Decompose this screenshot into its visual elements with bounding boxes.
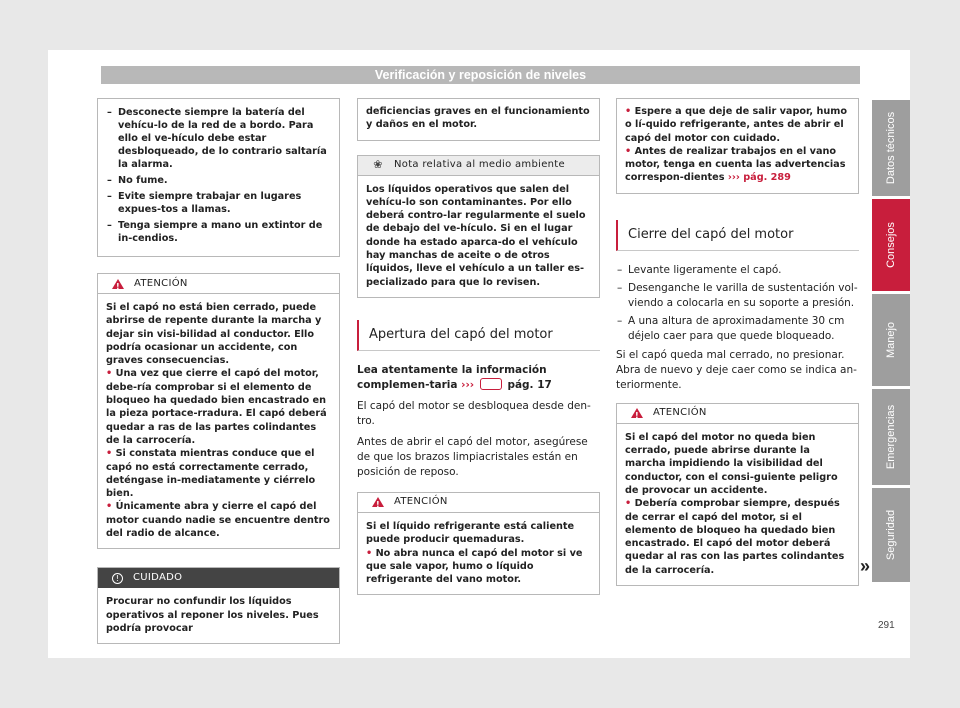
warning-header [98,274,339,294]
paragraph: Antes de abrir el capó del motor, asegúrese de que los brazos limpiacristales están en posición de reposo. [357,435,588,478]
warning-bullet: • Debería comprobar siempre, después de cerrar el capó del motor, si el elemento de bloqueo ha quedado bien encastrado. El capó del motor deberá quedar al ras con las partes colindantes de la carrocería. [625,498,845,576]
column-3 [616,98,859,586]
warning-bullet: • Únicamente abra y cierre el capó del motor cuando nadie se encuentre dentro del radio de alcance. [106,501,330,540]
continued-text: deficiencias graves en el funcionamiento y daños en el motor. [366,106,590,131]
list-item: – Levante ligeramente el capó. [616,263,859,278]
list-item: – Evite siempre trabajar en lugares expues-tos a llamas. [106,190,331,216]
warning-triangle-icon [631,408,643,418]
continued-box [616,98,859,194]
caution-box [97,567,340,644]
warning-title: ATENCIÓN [134,277,188,289]
warning-intro: Si el capó no está bien cerrado, puede abrirse de repente durante la marcha y dejar sin visi-bilidad al conductor. Ello podría ocasionar un accidente, con graves consecuencias. [106,302,322,367]
warning-body [98,294,339,548]
warning-bullet: • Una vez que cierre el capó del motor, debe-ría comprobar si el elemento de bloqueo ha quedado bien encastrado en la pieza portace-rradura. El capó deberá quedar a ras de las partes colindantes de la carrocería. [106,368,327,446]
warning-bullet: • No abra nunca el capó del motor si ve que sale vapor, humo o líquido refrigerante del vano motor. [366,547,583,586]
list-item: – Tenga siempre a mano un extintor de in-cendios. [106,219,331,245]
env-note-body: Los líquidos operativos que salen del vehícu-lo son contaminantes. Por ello deberá contro-lar regularmente el suelo de debajo del ve-hículo. Si en el lugar donde ha estado aparca-do el vehículo hay manchas de aceite o de otros líquidos, lleve el vehículo a un taller es-pecializado para que lo revisen. [366,183,586,288]
list-item: – Desenganche le varilla de sustentación vol-viendo a colocarla en su soporte a presión. [616,281,859,311]
document-ref-icon [480,378,502,390]
env-note-header [358,156,599,176]
column-1 [97,98,340,644]
caution-header [98,568,339,588]
continue-mark: » [860,556,871,576]
warning-header [617,404,858,424]
steps-list [616,263,859,344]
warning-bullet: • Si constata mientras conduce que el capó no está correctamente cerrado, deténgase in-mediatamente y ciérrelo bien. [106,448,316,500]
section-title: Cierre del capó del motor [616,220,859,251]
paragraph: El capó del motor se desbloquea desde den-tro. [357,399,591,427]
safety-list-box [97,98,340,257]
env-note-title: Nota relativa al medio ambiente [394,159,565,171]
page-header: Verificación y reposición de niveles [101,66,860,84]
paragraph: Si el capó queda mal cerrado, no presionar. Abra de nuevo y deje caer como se indica an-teriormente. [616,348,857,391]
warning-intro: Si el capó del motor no queda bien cerrado, puede abrirse durante la marcha impidiendo la visibilidad del conductor, con el consi-guiente peligro de provocar un accidente. [625,431,838,496]
caution-title: CUIDADO [133,572,183,584]
warning-box [357,492,600,595]
warning-box [616,403,859,586]
tab-consejos[interactable]: Consejos [872,199,910,291]
bullet-item: • Espere a que deje de salir vapor, humo o lí-quido refrigerante, antes de abrir el capó del motor con cuidado. [625,106,848,144]
warning-header [358,493,599,513]
info-circle-icon: ! [112,573,123,584]
warning-box [97,273,340,549]
page-ref-link[interactable]: pág. 17 [507,378,552,391]
column-2 [357,98,600,595]
leaf-icon: ❀ [373,158,383,172]
warning-title: ATENCIÓN [394,496,448,508]
tab-manejo[interactable]: Manejo [872,294,910,386]
tab-seguridad[interactable]: Seguridad [872,488,910,582]
warning-triangle-icon [112,279,124,289]
warning-intro: Si el líquido refrigerante está caliente puede producir quemaduras. [366,520,575,546]
tab-emergencias[interactable]: Emergencias [872,389,910,485]
caution-body: Procurar no confundir los líquidos operativos al reponer los niveles. Pues podría provocar [106,596,319,634]
warning-body [617,424,858,585]
list-item: – No fume. [106,174,331,187]
intro-paragraph: Lea atentamente la información complemen-taria ››› pág. 17 [357,363,552,391]
continued-box [357,98,600,141]
list-item: – A una altura de aproximadamente 30 cm déjelo caer para que quede bloqueado. [616,314,859,344]
list-item: – Desconecte siempre la batería del vehícu-lo de la red de a bordo. Para ello el ve-hículo debe estar desbloqueado, de lo contrario saltaría la alarma. [106,106,331,171]
tab-datos-tecnicos[interactable]: Datos técnicos [872,100,910,196]
bullet-item: • Antes de realizar trabajos en el vano motor, tenga en cuenta las advertencias correspon-dientes ››› pág. 289 [625,145,846,184]
page-ref-link[interactable]: ››› pág. 289 [727,172,791,184]
warning-title: ATENCIÓN [653,407,707,419]
warning-body [358,513,599,594]
warning-triangle-icon [372,497,384,507]
page-number: 291 [878,620,895,631]
section-title: Apertura del capó del motor [357,320,600,351]
env-note-box [357,155,600,298]
